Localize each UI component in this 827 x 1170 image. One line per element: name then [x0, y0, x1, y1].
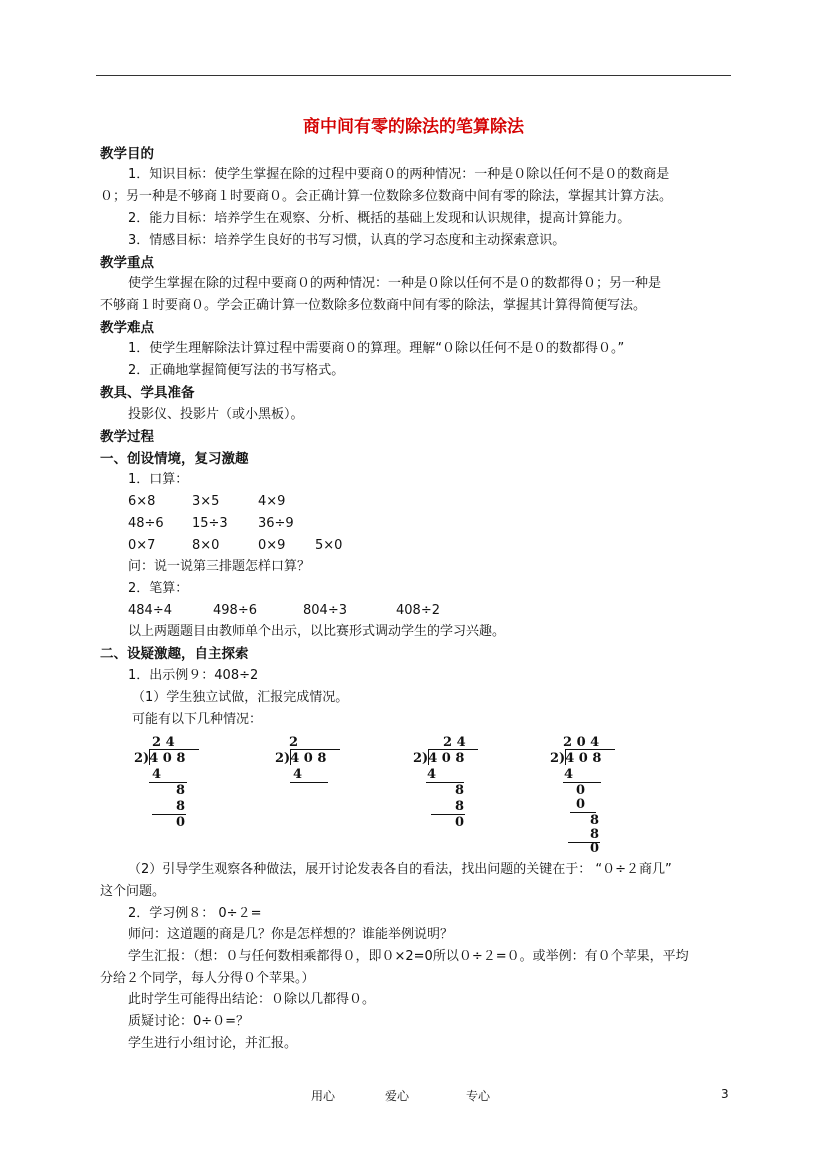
- paragraph: 分给２个同学，每人分得０个苹果。）: [100, 971, 315, 986]
- paragraph: 投影仪、投影片（或小黑板）。: [128, 407, 304, 422]
- paragraph: 此时学生可能得出结论：０除以几都得０。: [128, 992, 376, 1007]
- paragraph: 学生进行小组讨论，并汇报。: [128, 1036, 298, 1051]
- oral-item: 8×0: [192, 538, 220, 553]
- quotient: 2: [289, 735, 299, 750]
- step-line: [290, 782, 328, 783]
- paragraph: 2．学习例８： 0÷２=: [128, 906, 262, 921]
- paragraph: 学生汇报：（想：０与任何数相乘都得０，即０×2=0所以０÷２=０。或举例：有０个苹果，平均: [128, 949, 689, 964]
- step: 4: [564, 767, 574, 782]
- step: 0: [455, 815, 465, 830]
- paragraph: 问：说一说第三排题怎样口算？: [128, 559, 311, 574]
- paragraph: 师问：这道题的商是几？你是怎样想的？谁能举例说明？: [128, 927, 454, 942]
- long-division-4: [550, 735, 620, 855]
- oral-row-3: [128, 536, 428, 556]
- heading-materials: 教具、学具准备: [100, 385, 195, 401]
- oral-item: 3×5: [192, 494, 220, 509]
- paragraph: 这个问题。: [100, 884, 166, 899]
- quotient: 2 4: [152, 735, 175, 750]
- written-item: 498÷6: [213, 603, 257, 618]
- paragraph: （1）学生独立试做，汇报完成情况。: [132, 690, 349, 705]
- written-item: 804÷3: [303, 603, 347, 618]
- long-division-3: [413, 735, 503, 830]
- footer-left: 用心: [311, 1089, 336, 1103]
- footer-right: 专心: [466, 1089, 491, 1103]
- step: 4: [293, 767, 303, 782]
- heading-objectives: 教学目的: [100, 146, 154, 162]
- paragraph: 以上两题题目由教师单个出示，以比赛形式调动学生的学习兴趣。: [128, 624, 506, 639]
- quotient: 2 0 4: [563, 735, 600, 750]
- oral-item: 0×9: [258, 538, 286, 553]
- long-division-2: [275, 735, 345, 795]
- paragraph: 使学生掌握在除的过程中要商０的两种情况：一种是０除以任何不是０的数都得０；另一种是: [128, 276, 662, 291]
- paragraph: ０；另一种是不够商１时要商０。会正确计算一位数除多位数商中间有零的除法，掌握其计算方法。: [100, 189, 673, 204]
- oral-item: 36÷9: [258, 516, 294, 531]
- paragraph: 1．口算：: [128, 472, 189, 487]
- paragraph: 可能有以下几种情况：: [132, 712, 263, 727]
- oral-item: 48÷6: [128, 516, 164, 531]
- page-number: 3: [721, 1087, 729, 1101]
- long-division-1: [134, 735, 204, 830]
- oral-row-2: [128, 514, 428, 534]
- heading-section-two: 二、设疑激趣，自主探索: [100, 646, 249, 662]
- oral-row-1: [128, 492, 428, 512]
- written-row: [128, 601, 448, 621]
- paragraph: 1．使学生理解除法计算过程中需要商０的算理。理解“０除以任何不是０的数都得０。”: [128, 341, 625, 356]
- oral-item: 4×9: [258, 494, 286, 509]
- paragraph: 1．出示例９：408÷2: [128, 668, 259, 683]
- step: 0: [176, 815, 186, 830]
- step: 8: [455, 799, 465, 814]
- step: 0: [590, 841, 600, 856]
- heading-section-one: 一、创设情境，复习激趣: [100, 451, 249, 467]
- step: 0: [576, 797, 586, 812]
- oral-item: 0×7: [128, 538, 156, 553]
- step: 8: [590, 813, 600, 828]
- dividend-row: 2)4 0 8: [550, 751, 602, 766]
- paragraph: 2．正确地掌握简便写法的书写格式。: [128, 363, 345, 378]
- heading-process: 教学过程: [100, 429, 154, 445]
- heading-focus: 教学重点: [100, 255, 154, 271]
- paragraph: 1．知识目标：使学生掌握在除的过程中要商０的两种情况：一种是０除以任何不是０的数商是: [128, 167, 670, 182]
- step: 8: [176, 799, 186, 814]
- step: 8: [455, 783, 465, 798]
- oral-item: 6×8: [128, 494, 156, 509]
- step: 0: [576, 783, 586, 798]
- dividend-row: 2)4 0 8: [413, 751, 465, 766]
- dividend-row: 2)4 0 8: [275, 751, 327, 766]
- paragraph: （2）引导学生观察各种做法，展开讨论发表各自的看法，找出问题的关键在于： “０÷２商几”: [128, 862, 672, 877]
- paragraph: 3．情感目标：培养学生良好的书写习惯，认真的学习态度和主动探索意识。: [128, 233, 566, 248]
- paragraph: 2．笔算：: [128, 581, 189, 596]
- page-title: 商中间有零的除法的笔算除法: [303, 117, 524, 137]
- footer-middle: 爱心: [385, 1089, 410, 1103]
- oral-item: 15÷3: [192, 516, 228, 531]
- paragraph: 2．能力目标：培养学生在观察、分析、概括的基础上发现和认识规律，提高计算能力。: [128, 211, 631, 226]
- step: 4: [152, 767, 162, 782]
- oral-item: 5×0: [315, 538, 343, 553]
- step: 8: [176, 783, 186, 798]
- step: 8: [590, 827, 600, 842]
- dividend-row: 2)4 0 8: [134, 751, 186, 766]
- written-item: 408÷2: [396, 603, 440, 618]
- paragraph: 质疑讨论：0÷０=？: [128, 1014, 250, 1029]
- quotient: 2 4: [443, 735, 466, 750]
- header-rule: [96, 75, 731, 76]
- heading-difficulty: 教学难点: [100, 320, 154, 336]
- step: 4: [427, 767, 437, 782]
- paragraph: 不够商１时要商０。学会正确计算一位数除多位数商中间有零的除法，掌握其计算得简便写法。: [100, 298, 647, 313]
- written-item: 484÷4: [128, 603, 172, 618]
